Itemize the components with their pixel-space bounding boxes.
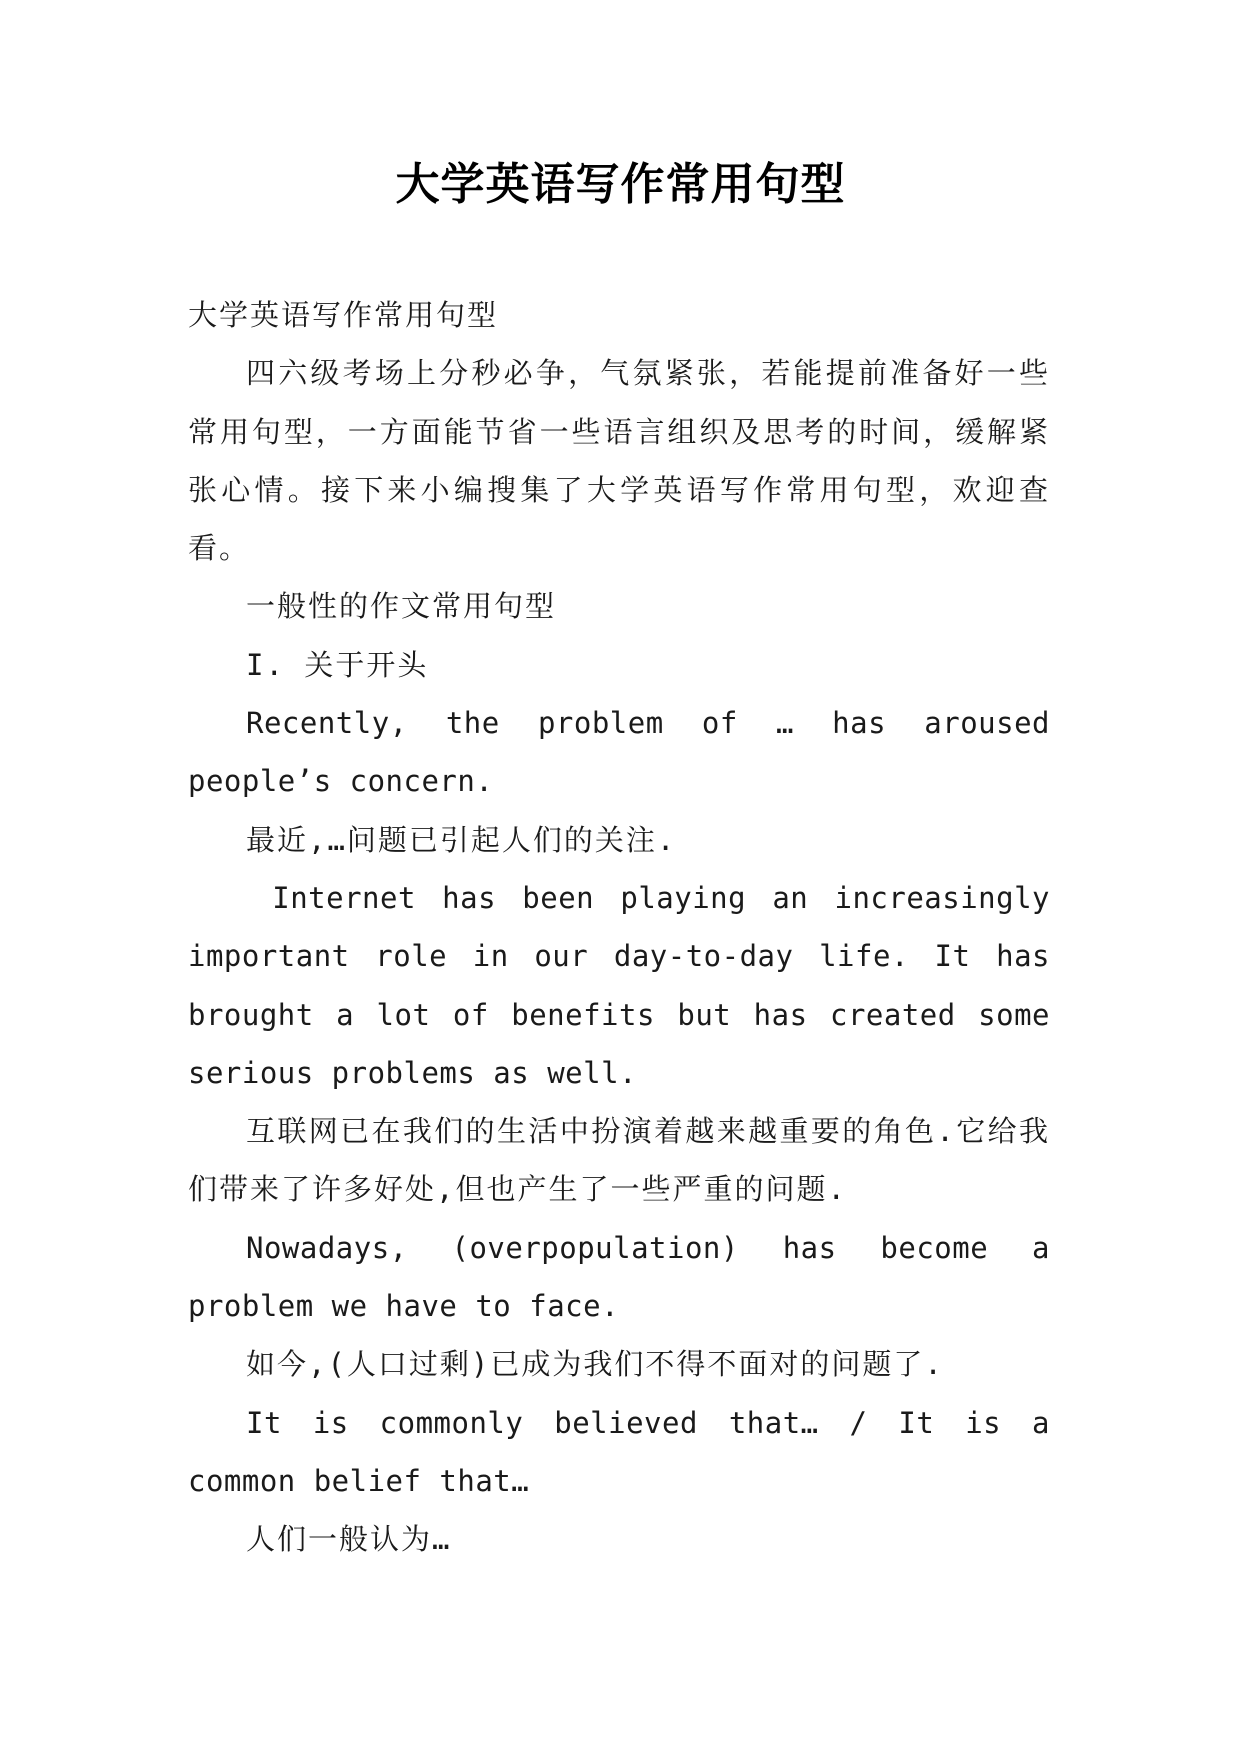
example-translation-cn: 互联网已在我们的生活中扮演着越来越重要的角色.它给我们带来了许多好处,但也产生了一些严重的问题. xyxy=(188,1114,1050,1207)
subsection-heading: I. 关于开头 xyxy=(246,647,429,682)
paragraph-intro: 四六级考场上分秒必争，气氛紧张，若能提前准备好一些常用句型，一方面能节省一些语言组织及思考的时间，缓解紧张心情。接下来小编搜集了大学英语写作常用句型，欢迎查看。 xyxy=(188,356,1050,566)
example-translation-cn: 如今,(人口过剩)已成为我们不得不面对的问题了. xyxy=(246,1347,944,1382)
example-sentence-en: Recently, the problem of … has aroused people’s concern. xyxy=(188,706,1050,799)
document-title: 大学英语写作常用句型 xyxy=(395,159,846,210)
section-heading: 一般性的作文常用句型 xyxy=(246,589,557,624)
paragraph-subtitle: 大学英语写作常用句型 xyxy=(188,298,499,332)
example-sentence-en: It is commonly believed that… / It is a common belief that… xyxy=(188,1405,1050,1498)
example-translation-cn: 最近,…问题已引起人们的关注. xyxy=(246,822,677,857)
example-translation-cn: 人们一般认为… xyxy=(246,1522,452,1557)
document-body xyxy=(188,286,1068,1569)
example-sentence-en: Internet has been playing an increasingly important role in our day-to-day life. It has brought a lot of benefits but has created some serious problems as well. xyxy=(188,880,1068,1090)
example-sentence-en: Nowadays, (overpopulation) has become a problem we have to face. xyxy=(188,1230,1050,1324)
